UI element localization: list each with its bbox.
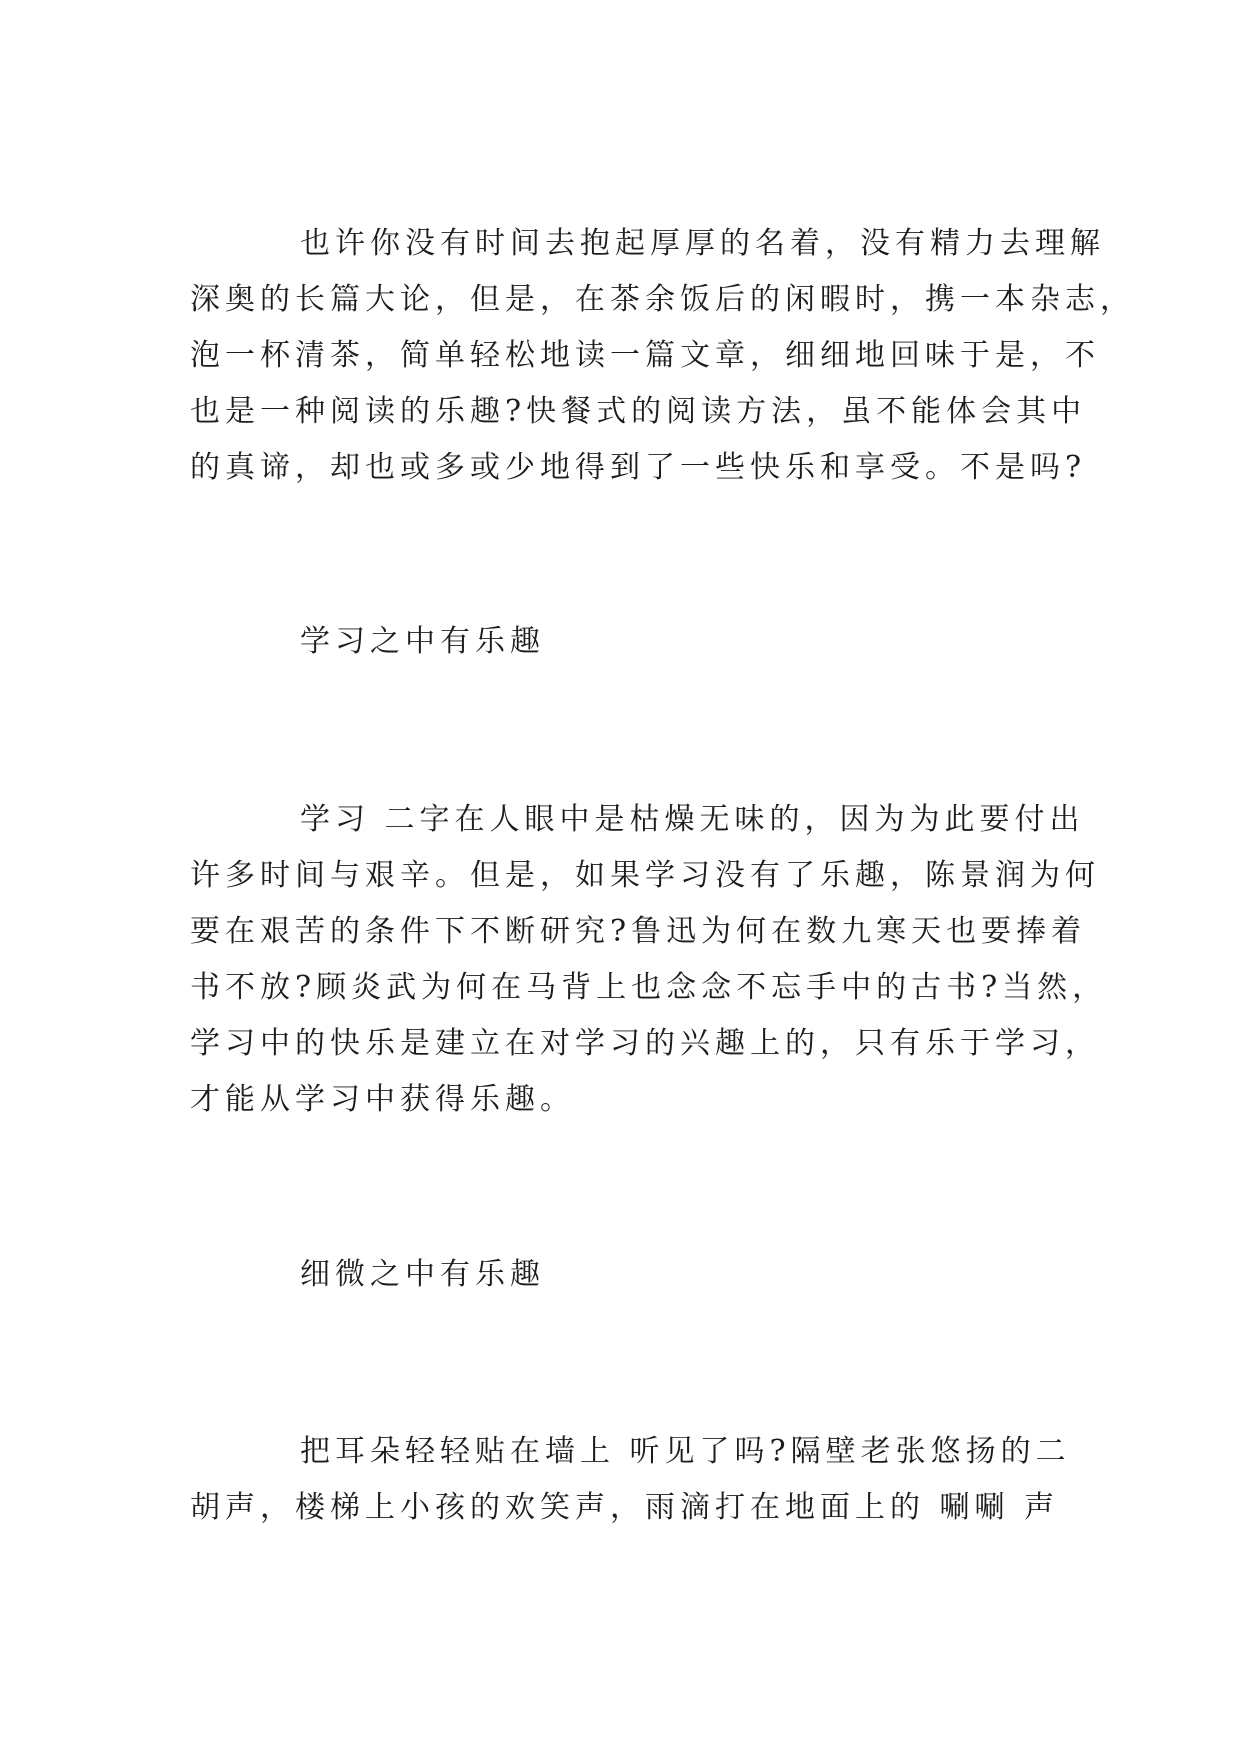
paragraph-line: 书不放?顾炎武为何在马背上也念念不忘手中的古书?当然， — [190, 970, 1108, 1005]
paragraph-line: 深奥的长篇大论，但是，在茶余饭后的闲暇时，携一本杂志， — [190, 282, 1135, 317]
paragraph-line: 许多时间与艰辛。但是，如果学习没有了乐趣，陈景润为何 — [190, 858, 1100, 893]
paragraph-line: 才能从学习中获得乐趣。 — [190, 1082, 575, 1117]
paragraph-line: 胡声，楼梯上小孩的欢笑声，雨滴打在地面上的 唰唰 声 — [190, 1490, 1060, 1525]
paragraph-line: 要在艰苦的条件下不断研究?鲁迅为何在数九寒天也要捧着 — [190, 914, 1087, 949]
paragraph-line: 也是一种阅读的乐趣?快餐式的阅读方法，虽不能体会其中 — [190, 394, 1087, 429]
paragraph-line: 泡一杯清茶，简单轻松地读一篇文章，细细地回味于是，不 — [190, 338, 1100, 373]
paragraph-line: 也许你没有时间去抱起厚厚的名着，没有精力去理解 — [300, 226, 1105, 261]
section-heading: 细微之中有乐趣 — [300, 1257, 545, 1292]
section-heading: 学习之中有乐趣 — [300, 624, 545, 659]
paragraph-line: 学习中的快乐是建立在对学习的兴趣上的，只有乐于学习， — [190, 1026, 1100, 1061]
paragraph-line: 把耳朵轻轻贴在墙上 听见了吗?隔壁老张悠扬的二 — [300, 1434, 1071, 1469]
paragraph-line: 的真谛，却也或多或少地得到了一些快乐和享受。不是吗? — [190, 450, 1087, 485]
paragraph-line: 学习 二字在人眼中是枯燥无味的，因为为此要付出 — [300, 802, 1085, 837]
